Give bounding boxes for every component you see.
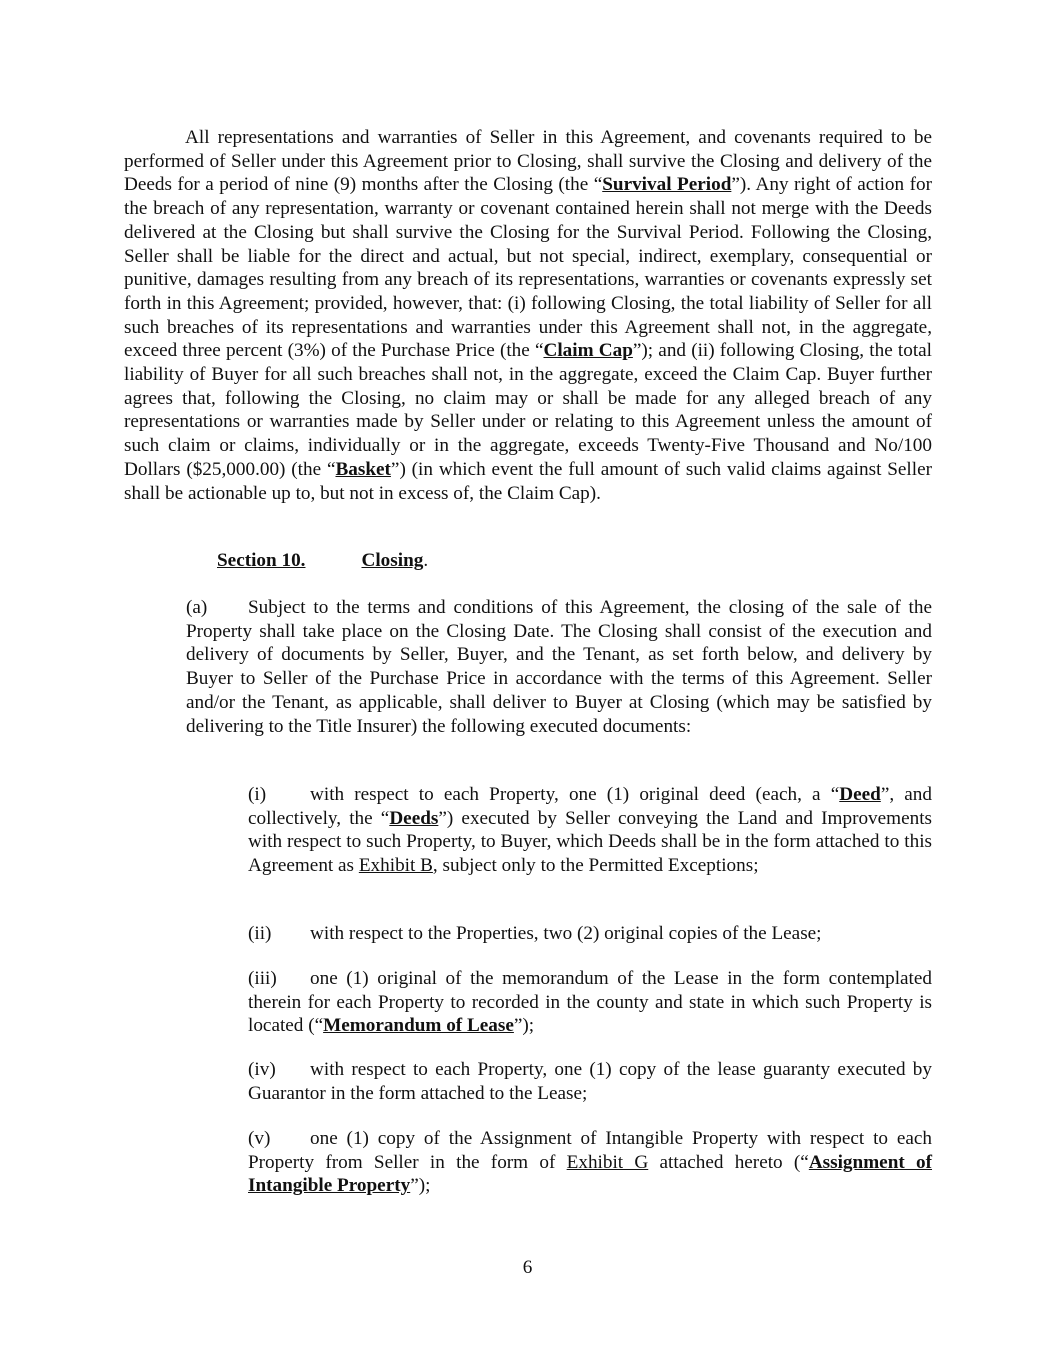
defined-term-memorandum-of-lease: Memorandum of Lease	[323, 1015, 514, 1037]
list-item-i-label: (i)	[248, 784, 267, 805]
text-run: ”, and collectively, the “	[248, 784, 932, 829]
list-item-v-label: (v)	[248, 1128, 271, 1149]
paragraph-a-text: Subject to the terms and conditions of this Agreement, the closing of the sale of the Property shall take place on the Closing Date. The Closing shall consist of the execution and delivery of documents by Seller, Buyer, and the Tenant, as set forth below, and delivery by Buyer to Seller of the Purchase Price in accordance with the terms of this Agreement. Seller and/or the Tenant, as applicable, shall deliver to Buyer at Closing (which may be satisfied by delivering to the Title Insurer) the following executed documents:	[186, 597, 932, 737]
list-item-iii-label: (iii)	[248, 968, 277, 989]
text-run: one (1) original of the memorandum of the Lease in the form contemplated therein for each Property to recorded in the county and state in which such Property is located (“	[248, 968, 932, 1037]
list-item-ii	[248, 922, 932, 946]
text-run: with respect to each Property, one (1) original deed (each, a “	[310, 784, 840, 805]
list-item-iv	[248, 1058, 932, 1105]
list-item-ii-label: (ii)	[248, 923, 272, 944]
section-title: Closing	[361, 550, 424, 571]
text-run: one (1) copy of the Assignment of Intangible Property with respect to each Property from Seller in the form of	[248, 1128, 932, 1173]
text-run: ”);	[513, 1015, 535, 1037]
page-number: 6	[522, 1257, 533, 1278]
list-item-v	[248, 1127, 932, 1198]
defined-term-claim-cap: Claim Cap	[543, 340, 633, 362]
text-run: ”) (in which event the full amount of such valid claims against Seller shall be actionable up to, but not in excess of, the Claim Cap).	[124, 458, 932, 504]
paragraph-a	[186, 596, 932, 738]
section-heading	[217, 549, 428, 573]
list-item-iii	[248, 967, 932, 1038]
defined-term-deed: Deed	[839, 784, 881, 805]
defined-term-basket: Basket	[335, 458, 391, 480]
survival-period-paragraph	[124, 126, 932, 505]
paragraph-a-label: (a)	[186, 597, 208, 618]
text-run: All representations and warranties of Seller in this Agreement, and covenants required to be performed of Seller under this Agreement prior to Closing, shall survive the Closing and delivery of the Deeds for a period of nine (9) months after the Closing (the “	[124, 127, 932, 196]
text-run: ”) executed by Seller conveying the Land and Improvements with respect to such Property, to Buyer, which Deeds shall be in the form attached to this Agreement as	[248, 807, 932, 877]
text-run: , subject only to the Permitted Exceptions;	[432, 855, 759, 877]
section-number: Section 10.	[217, 550, 306, 571]
list-item-i	[248, 783, 932, 878]
list-item-iv-text: with respect to each Property, one (1) copy of the lease guaranty executed by Guarantor in the form attached to the Lease;	[248, 1059, 932, 1104]
list-item-ii-text: with respect to the Properties, two (2) original copies of the Lease;	[310, 923, 822, 944]
defined-term-assignment-of-intangible-property: Assignment of Intangible Property	[248, 1151, 933, 1197]
exhibit-b-reference: Exhibit B	[358, 855, 433, 877]
list-item-iv-label: (iv)	[248, 1059, 276, 1080]
section-title-period: .	[423, 550, 429, 571]
text-run: ”). Any right of action for the breach of any representation, warranty or covenant contained herein shall not merge with the Deeds delivered at the Closing but shall survive the Closing for the Survival Period. Following the Closing, Seller shall be liable for the direct and actual, but not special, indirect, exemplary, consequential or punitive, damages resulting from any breach of its representations, warranties or covenants expressly set forth in this Agreement; provided, however, that: (i) following Closing, the total liability of Seller for all such breaches of its representations and warranties under this Agreement shall not, in the aggregate, exceed three percent (3%) of the Purchase Price (the “	[124, 174, 932, 362]
defined-term-deeds: Deeds	[389, 807, 439, 829]
text-run: ”);	[410, 1175, 431, 1197]
text-run: attached hereto (“	[648, 1151, 809, 1173]
defined-term-survival-period: Survival Period	[602, 174, 732, 196]
exhibit-g-reference: Exhibit G	[566, 1151, 649, 1173]
text-run: ”); and (ii) following Closing, the total liability of Buyer for all such breaches shall not, in the aggregate, exceed the Claim Cap. Buyer further agrees that, following the Closing, no claim may or shall be made for any alleged breach of any representations or warranties made by Seller under or relating to this Agreement unless the amount of such claim or claims, individually or in the aggregate, exceeds Twenty-Five Thousand and No/100 Dollars ($25,000.00) (the “	[124, 340, 933, 480]
